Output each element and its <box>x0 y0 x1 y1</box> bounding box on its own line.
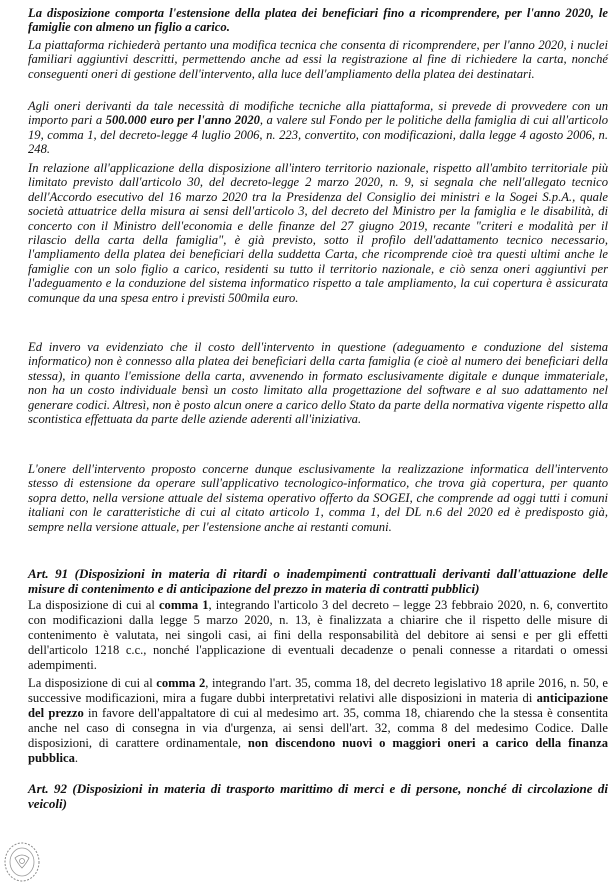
art91-price-advance: anticipazione del prezzo <box>28 691 608 720</box>
territory-text: In relazione all'applicazione della disposizione all'intero territorio nazionale, rispetto all'ambito territoriale più limitato previsto dall'articolo 30, del decreto-legge 2 marzo 2020, n. 9, si segnala che nell'allegato tecnico dell'Accordo esecutivo del 16 marzo 2020 tra la Presidenza del Consiglio dei ministri e la Sogei S.p.A., quale società attuatrice della misura ai sensi dell'articolo 3, del decreto del Ministro per la famiglia e le disabilità, di concerto con il Ministro dell'economia e delle finanze del 27 giugno 2019, recante "criteri e modalità per il rilascio della carta della famiglia", è già previsto, sotto il profilo dell'adattamento tecnico necessario, l'ampliamento della platea dei beneficiari della suddetta Carta, che ricomprende cioè tra questi ultimi anche le famiglie con un solo figlio a carico, residenti su tutto il territorio nazionale, e ciò senza oneri aggiuntivi per l'adeguamento e la conduzione del sistema informatico rispetto a tale ampliamento, la cui copertura è assicurata comunque da una spesa entro i previsti 500mila euro. <box>28 161 608 305</box>
funding-paragraph <box>28 99 608 157</box>
burden-text: L'onere dell'intervento proposto concerne dunque esclusivamente la realizzazione informatica dell'intervento stesso di estensione da operare sull'applicativo tecnologico-informatico, che trova già copertura, per quanto sopra detto, nella versione attuale del sistema operativo offerto da SOGEI, che comprende ad oggi tutti i comuni italiani con le caratteristiche di cui al citato articolo 1, comma 1, del DL n.6 del 2020 ed è predisposto già, sempre nella versione attuale, per l'estensione anche ai restanti comuni. <box>28 462 608 534</box>
platform-text: La piattaforma richiederà pertanto una modifica tecnica che consenta di ricomprendere, per l'anno 2020, i nuclei familiari aggiuntivi descritti, permettendo anche ad essi la registrazione al fine di richiedere la carta, nonché conseguenti oneri di gestione dell'intervento, alla luce dell'ampliamento della platea dei destinatari. <box>28 38 608 81</box>
art91-comma1-paragraph <box>28 598 608 673</box>
art91-comma2-label: comma 2 <box>156 676 206 690</box>
cost-paragraph <box>28 340 608 426</box>
cost-text: Ed invero va evidenziato che il costo dell'intervento in questione (adeguamento e conduzione del sistema informatico) non è connesso alla platea dei beneficiari della carta famiglia (e cioè al numero dei beneficiari della stessa), in quanto l'emissione della carta, avvenendo in formato esclusivamente digitale e dunque immateriale, non ha un costo individuale bensì un costo limitato alla progettazione del software e al suo adattamento nel generare codici. Altresì, non è posto alcun onere a carico dello Stato da parte della normativa vigente rispetto alla scontistica effettuata da parte delle aziende aderenti all'iniziativa. <box>28 340 608 427</box>
territory-paragraph <box>28 161 608 305</box>
art91-comma2-end: . <box>74 751 79 765</box>
art91-no-charges: non discendono nuovi o maggiori oneri a carico della finanza pubblica <box>28 736 608 765</box>
funding-text-post: , a valere sul Fondo per le politiche della famiglia di cui all'articolo 19, comma 1, del decreto-legge 4 luglio 2006, n. 223, convertito, con modificazioni, dalla legge 4 agosto 2006, n. 248. <box>28 113 608 157</box>
art91-comma1-post: , integrando l'articolo 3 del decreto – legge 23 febbraio 2020, n. 6, convertito con modificazioni dalla legge 5 marzo 2020, n. 13, è finalizzata a chiarire che il rispetto delle misure di contenimento è valutata, nei singoli casi, ai fini della responsabilità del debitore ai sensi e per gli effetti dell'articolo 1218 c.c., nonché l'applicazione di eventuali decadenze o penali connesse a ritardati o omessi adempimenti. <box>28 598 608 672</box>
art91-heading-text: Art. 91 (Disposizioni in materia di ritardi o inadempimenti contrattuali derivanti dall'attuazione delle misure di contenimento e di anticipazione del prezzo in materia di contratti pubblici) <box>28 566 608 596</box>
intro-summary-text: La disposizione comporta l'estensione della platea dei beneficiari fino a ricomprendere, per l'anno 2020, le famiglie con almeno un figlio a carico. <box>28 6 608 35</box>
burden-paragraph <box>28 462 608 534</box>
platform-paragraph <box>28 38 608 81</box>
art92-heading-text: Art. 92 (Disposizioni in materia di trasporto marittimo di merci e di persone, nonché di circolazione di veicoli) <box>28 781 608 811</box>
art91-comma2-post: in favore dell'appaltatore di cui al medesimo art. 35, comma 18, chiarendo che la stessa è consentita anche nel caso di consegna in via d'urgenza, ai sensi dell'art. 32, comma 8 del medesimo Codice. Dalle disposizioni, di carattere ordinamentale, <box>28 706 608 750</box>
seal-stamp-icon <box>2 840 42 884</box>
funding-amount: 500.000 euro per l'anno 2020 <box>105 113 260 128</box>
funding-text-pre: Agli oneri derivanti da tale necessità di modifiche tecniche alla piattaforma, si prevede di provvedere con un importo pari a <box>28 99 608 128</box>
art92-heading <box>28 781 608 811</box>
art91-comma2-pre: La disposizione di cui al <box>28 676 157 690</box>
art91-comma2-paragraph <box>28 676 608 766</box>
art91-heading <box>28 566 608 596</box>
art91-comma2-mid: , integrando l'art. 35, comma 18, del decreto legislativo 18 aprile 2016, n. 50, e successive modificazioni, mira a fugare dubbi interpretativi relativi alle disposizioni in materia di <box>28 676 608 705</box>
intro-summary <box>28 6 608 35</box>
art91-comma1-pre: La disposizione di cui al <box>28 598 159 612</box>
art91-comma1-label: comma 1 <box>158 598 209 612</box>
